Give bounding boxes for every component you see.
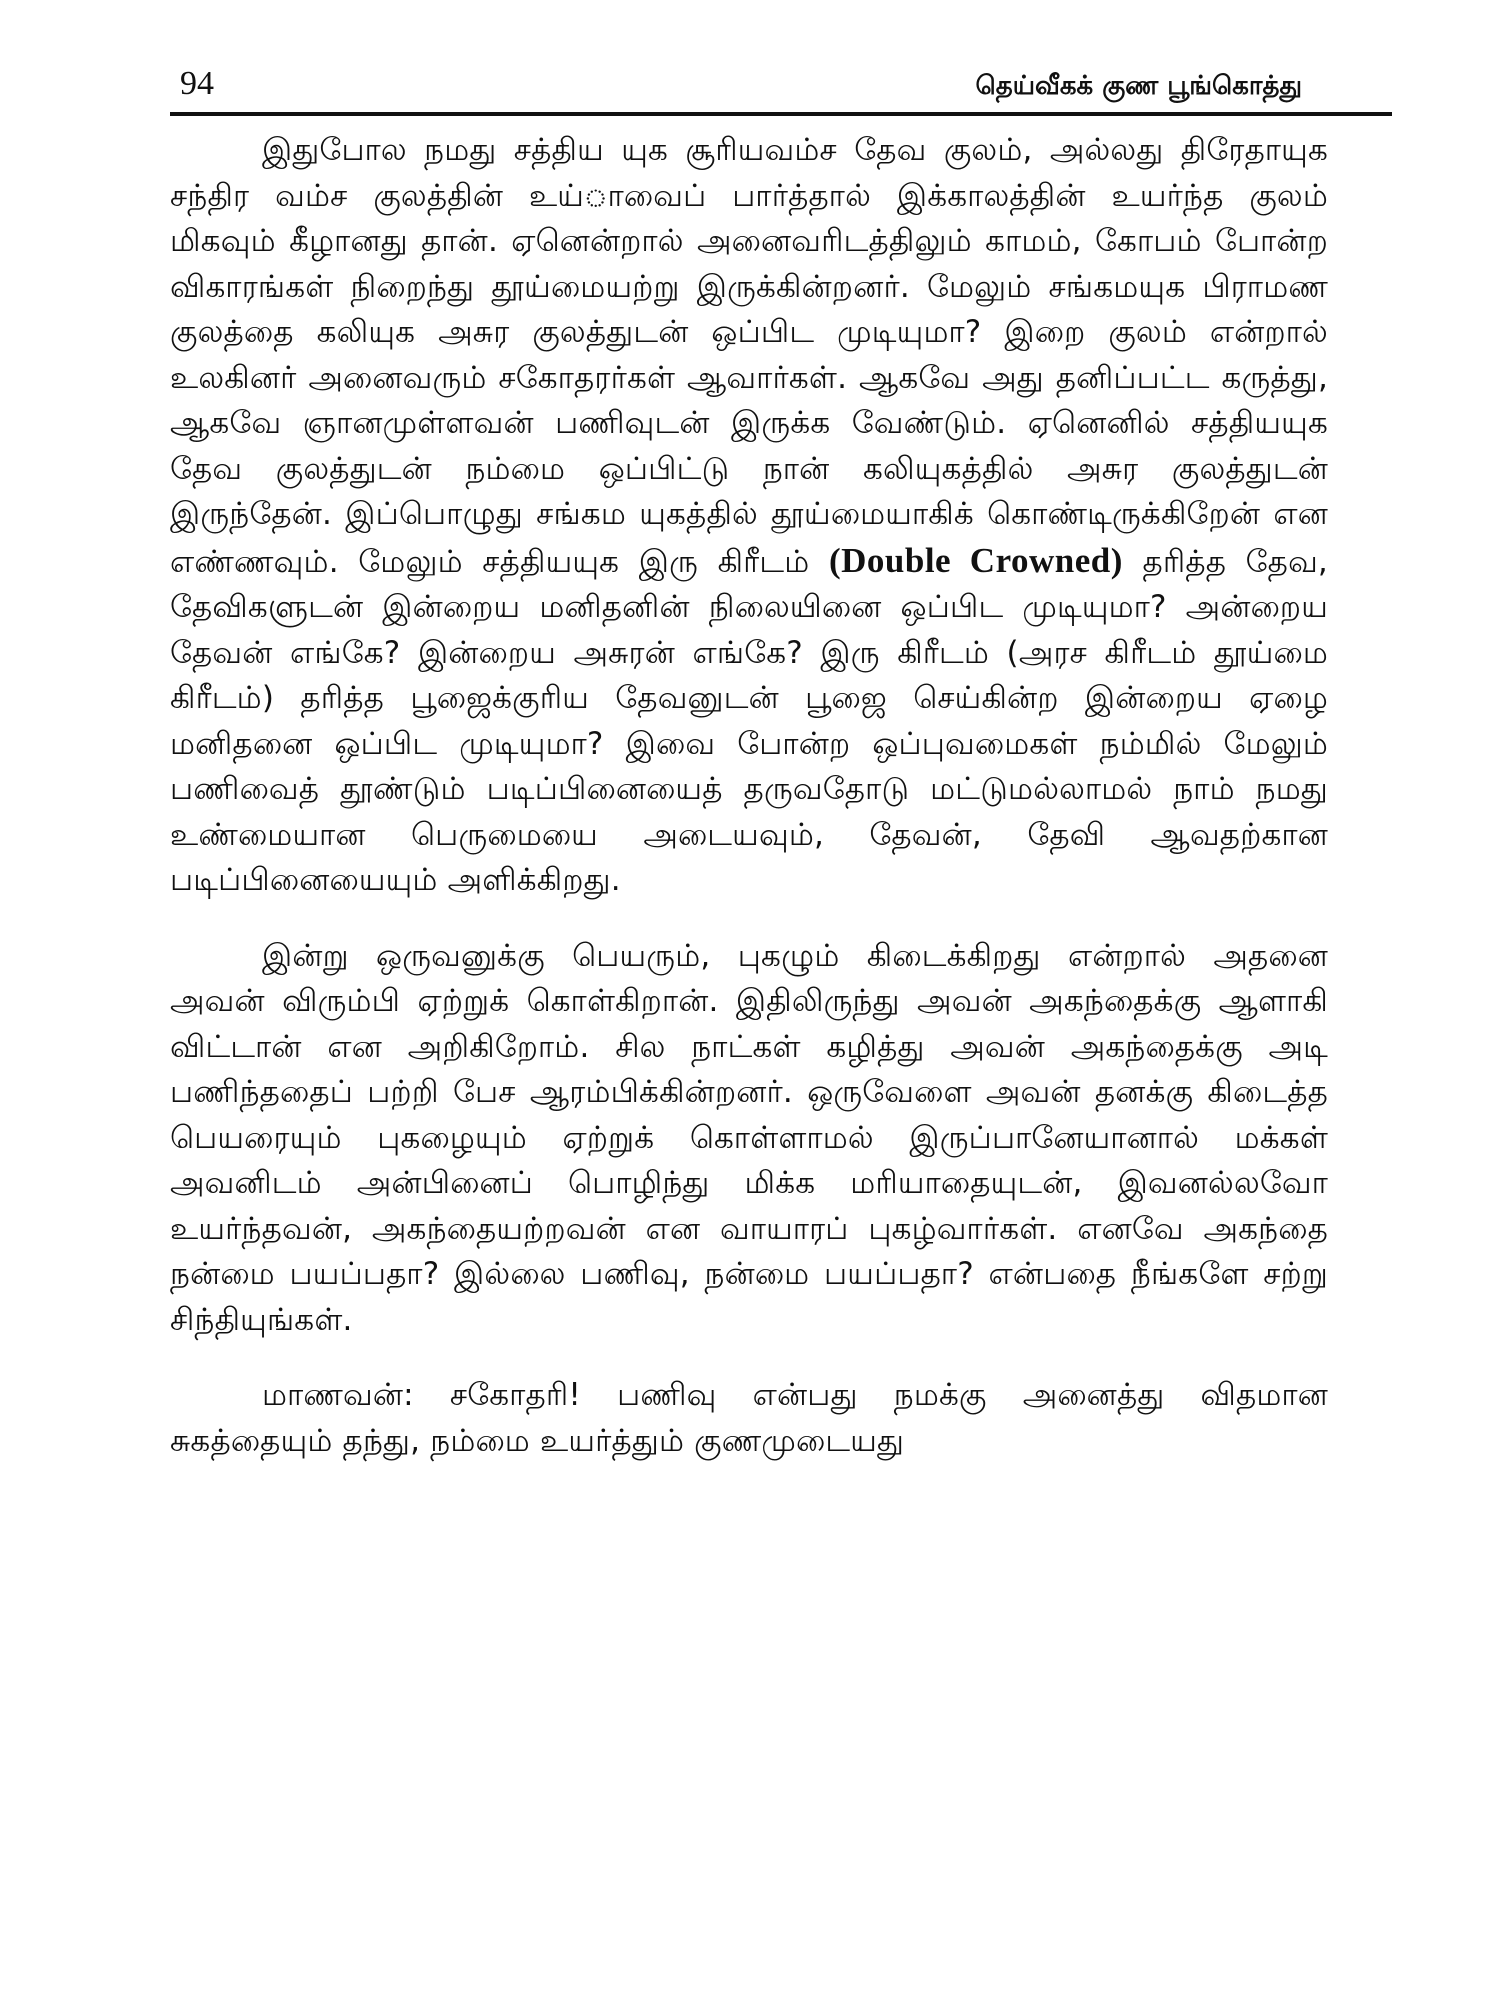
paragraph-2: இன்று ஒருவனுக்கு பெயரும், புகழும் கிடைக்கிறது என்றால் அதனை அவன் விரும்பி ஏற்றுக் கொள்கிறான். இதிலிருந்து அவன் அகந்தைக்கு ஆளாகி விட்டான் என அறிகிறோம். சில நாட்கள் கழித்து அவன் அகந்தைக்கு அடி பணிந்ததைப் பற்றி பேச ஆரம்பிக்கின்றனர். ஒருவேளை அவன் தனக்கு கிடைத்த பெயரையும் புகழையும் ஏற்றுக் கொள்ளாமல் இருப்பானேயானால் மக்கள் அவனிடம் அன்பினைப் பொழிந்து மிக்க மரியாதையுடன், இவனல்லவோ உயர்ந்தவன், அகந்தையற்றவன் என வாயாரப் புகழ்வார்கள். எனவே அகந்தை நன்மை பயப்பதா? இல்லை பணிவு, நன்மை பயப்பதா? என்பதை நீங்களே சற்று சிந்தியுங்கள். bbox=[170, 937, 1328, 1338]
paragraph-1 bbox=[170, 128, 1328, 904]
body-text bbox=[170, 128, 1328, 1464]
english-phrase: (Double Crowned) bbox=[828, 540, 1123, 580]
page-header bbox=[170, 62, 1392, 116]
paragraph-3: மாணவன்: சகோதரி! பணிவு என்பது நமக்கு அனைத்து விதமான சுகத்தையும் தந்து, நம்மை உயர்த்தும் குணமுடையது bbox=[170, 1377, 1328, 1459]
paragraph-1-text-after: தரித்த தேவ, தேவிகளுடன் இன்றைய மனிதனின் நிலையினை ஒப்பிட முடியுமா? அன்றைய தேவன் எங்கே? இன்றைய அசுரன் எங்கே? இரு கிரீடம் (அரச கிரீடம் தூய்மை கிரீடம்) தரித்த பூஜைக்குரிய தேவனுடன் பூஜை செய்கின்ற இன்றைய ஏழை மனிதனை ஒப்பிட முடியுமா? இவை போன்ற ஒப்புவமைகள் நம்மில் மேலும் பணிவைத் தூண்டும் படிப்பினையைத் தருவதோடு மட்டுமல்லாமல் நாம் நமது உண்மையான பெருமையை அடையவும், தேவன், தேவி ஆவதற்கான படிப்பினையையும் அளிக்கிறது. bbox=[170, 543, 1328, 898]
page-number: 94 bbox=[180, 65, 214, 102]
running-title: தெய்வீகக் குண பூங்கொத்து bbox=[975, 71, 1302, 101]
paragraph-1-text-before: இதுபோல நமது சத்திய யுக சூரியவம்ச தேவ குலம், அல்லது திரேதாயுக சந்திர வம்ச குலத்தின் உய்ாவைப் பார்த்தால் இக்காலத்தின் உயர்ந்த குலம் மிகவும் கீழானது தான். ஏனென்றால் அனைவரிடத்திலும் காமம், கோபம் போன்ற விகாரங்கள் நிறைந்து தூய்மையற்று இருக்கின்றனர். மேலும் சங்கமயுக பிராமண குலத்தை கலியுக அசுர குலத்துடன் ஒப்பிட முடியுமா? இறை குலம் என்றால் உலகினர் அனைவரும் சகோதரர்கள் ஆவார்கள். ஆகவே அது தனிப்பட்ட கருத்து, ஆகவே ஞானமுள்ளவன் பணிவுடன் இருக்க வேண்டும். ஏனெனில் சத்தியயுக தேவ குலத்துடன் நம்மை ஒப்பிட்டு நான் கலியுகத்தில் அசுர குலத்துடன் இருந்தேன். இப்பொழுது சங்கம யுகத்தில் தூய்மையாகிக் கொண்டிருக்கிறேன் என எண்ணவும். மேலும் சத்தியயுக இரு கிரீடம் bbox=[170, 132, 1328, 580]
